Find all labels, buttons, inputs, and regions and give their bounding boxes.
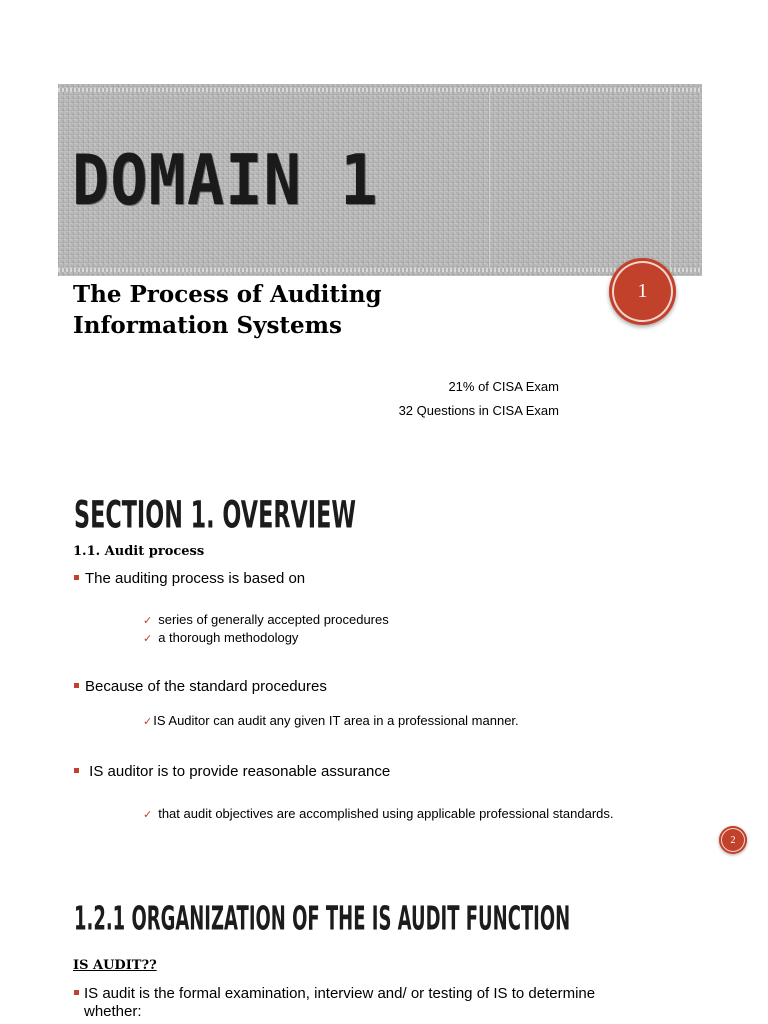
check-text: IS Auditor can audit any given IT area in a professional manner. — [153, 713, 519, 728]
subtitle-line-2: Information Systems — [73, 312, 342, 339]
exam-stats — [399, 375, 559, 423]
bullet-item — [74, 985, 674, 1021]
bullet-item — [74, 678, 327, 696]
exam-question-count: 32 Questions in CISA Exam — [398, 403, 559, 418]
banner-divider — [670, 92, 671, 268]
check-item — [143, 712, 519, 731]
square-bullet-icon — [74, 990, 79, 995]
slide-number-badge: 1 — [609, 258, 676, 325]
bullet-text: Because of the standard procedures — [85, 678, 327, 695]
bullet-item — [74, 763, 390, 781]
bullet-item — [74, 570, 305, 588]
bullet-text-line-2: whether: — [84, 1003, 142, 1020]
exam-percentage: 21% of CISA Exam — [448, 379, 559, 394]
check-item — [143, 629, 298, 648]
checkmark-icon: ✓ — [143, 716, 153, 728]
square-bullet-icon — [74, 575, 79, 580]
bullet-text-line-1: IS audit is the formal examination, interview and/ or testing of IS to determine — [84, 985, 596, 1002]
square-bullet-icon — [74, 768, 79, 773]
bullet-text: The auditing process is based on — [85, 570, 306, 587]
checkmark-icon: ✓ — [143, 809, 153, 821]
is-audit-subheading: IS AUDIT?? — [73, 958, 157, 973]
square-bullet-icon — [74, 683, 79, 688]
check-item — [143, 805, 614, 824]
check-item — [143, 611, 389, 630]
check-text: series of generally accepted procedures — [158, 612, 389, 627]
checkmark-icon: ✓ — [143, 633, 153, 645]
checkmark-icon: ✓ — [143, 615, 153, 627]
subtitle-line-1: The Process of Auditing — [73, 281, 382, 308]
check-text: that audit objectives are accomplished using applicable professional standards. — [158, 806, 614, 821]
banner-divider — [489, 92, 490, 268]
title-banner — [58, 84, 702, 276]
banner-stripe-top — [58, 88, 702, 92]
slide-subtitle — [73, 279, 473, 341]
section-heading-organization: 1.2.1 ORGANIZATION OF THE IS AUDIT FUNCTION — [74, 900, 571, 938]
audit-process-subheading: 1.1. Audit process — [73, 544, 205, 559]
slide-number-badge: 2 — [719, 826, 747, 854]
banner-stripe-bottom — [58, 268, 702, 272]
domain-title: DOMAIN 1 — [72, 138, 379, 221]
section-heading-overview: SECTION 1. OVERVIEW — [74, 494, 356, 538]
check-text: a thorough methodology — [158, 630, 299, 645]
bullet-text: IS auditor is to provide reasonable assurance — [85, 763, 391, 780]
